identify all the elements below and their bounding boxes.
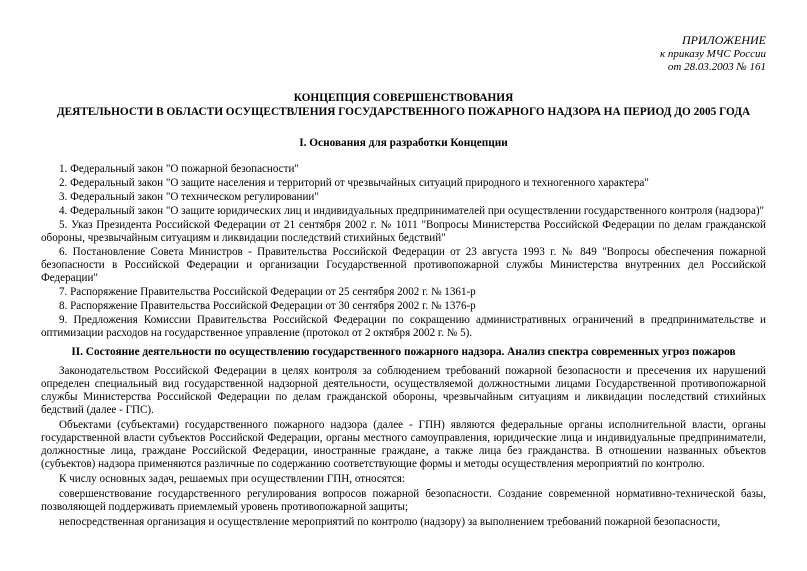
appendix-label: ПРИЛОЖЕНИЕ [682, 33, 766, 47]
paragraph: К числу основных задач, решаемых при осуществлении ГПН, относятся: [59, 472, 405, 485]
list-item: 4. Федеральный закон "О защите юридических лиц и индивидуальных предпринимателей при осуществлении государственного контроля (надзора)" [59, 204, 765, 217]
section-1-list [41, 163, 766, 340]
paragraph: совершенствование государственного регулирования вопросов пожарной безопасности. Создание современной нормативно-технической базы, позволяющей поддерживать приемлемый уровень противопожарной защиты; [41, 487, 766, 513]
list-item: 6. Постановление Совета Министров - Правительства Российской Федерации от 23 августа 1993 г. № 849 "Вопросы обеспечения пожарной безопасности в Российской Федерации и организации Государственной противопожарной службы Министерства внутренних дел Российской Федерации" [41, 245, 766, 284]
appendix-date: от 28.03.2003 № 161 [667, 61, 766, 73]
paragraph: Объектами (субъектами) государственного пожарного надзора (далее - ГПН) являются федеральные органы исполнительной власти, органы государственной власти субъектов Российской Федерации, органы местного самоуправления, юридические лица и индивидуальные предприниматели, должностные лица, граждане Российской Федерации, иностранные граждане, а также лица без гражданства. В отношении названных объектов (субъектов) надзора применяются различные по содержанию соответствующие формы и методы осуществления мероприятий по контролю. [41, 418, 766, 470]
title-line-1: КОНЦЕПЦИЯ СОВЕРШЕНСТВОВАНИЯ [293, 91, 514, 104]
list-item: 1. Федеральный закон "О пожарной безопасности" [59, 162, 299, 175]
section-2-heading: II. Состояние деятельности по осуществлению государственного пожарного надзора. Анализ спектра современных угроз пожаров [71, 345, 736, 358]
section-1-heading: I. Основания для разработки Концепции [299, 136, 508, 149]
paragraph: непосредственная организация и осуществление мероприятий по контролю (надзору) за выполнением требований пожарной безопасности, [59, 515, 721, 528]
appendix-block [41, 34, 766, 75]
list-item: 9. Предложения Комиссии Правительства Российской Федерации по сокращению административных ограничений в предпринимательстве и оптимизации расходов на государственное управление (протокол от 2 октября 2002 г. № 5). [41, 313, 766, 339]
appendix-order: к приказу МЧС России [659, 47, 766, 60]
list-item: 2. Федеральный закон "О защите населения и территорий от чрезвычайных ситуаций природного и техногенного характера" [59, 176, 649, 189]
list-item: 5. Указ Президента Российской Федерации от 21 сентября 2002 г. № 1011 "Вопросы Министерства Российской Федерации по делам гражданской обороны, чрезвычайным ситуациям и ликвидации последствий стихийных бедствий" [41, 218, 766, 244]
document-title [41, 91, 766, 119]
list-item: 8. Распоряжение Правительства Российской Федерации от 30 сентября 2002 г. № 1376-р [59, 299, 476, 312]
list-item: 7. Распоряжение Правительства Российской Федерации от 25 сентября 2002 г. № 1361-р [59, 285, 476, 298]
paragraph: Законодательством Российской Федерации в целях контроля за соблюдением требований пожарной безопасности и пресечения их нарушений определен специальный вид государственной надзорной деятельности, осуществляемой должностными лицами Государственной противопожарной службы Министерства Российской Федерации по делам гражданской обороны, чрезвычайным ситуациям и ликвидации последствий стихийных бедствий (далее - ГПС). [41, 364, 766, 416]
title-line-2: ДЕЯТЕЛЬНОСТИ В ОБЛАСТИ ОСУЩЕСТВЛЕНИЯ ГОСУДАРСТВЕННОГО ПОЖАРНОГО НАДЗОРА НА ПЕРИОД ДО 2005 ГОДА [56, 105, 751, 118]
section-2-body [41, 365, 766, 529]
list-item: 3. Федеральный закон "О техническом регулировании" [59, 190, 319, 203]
